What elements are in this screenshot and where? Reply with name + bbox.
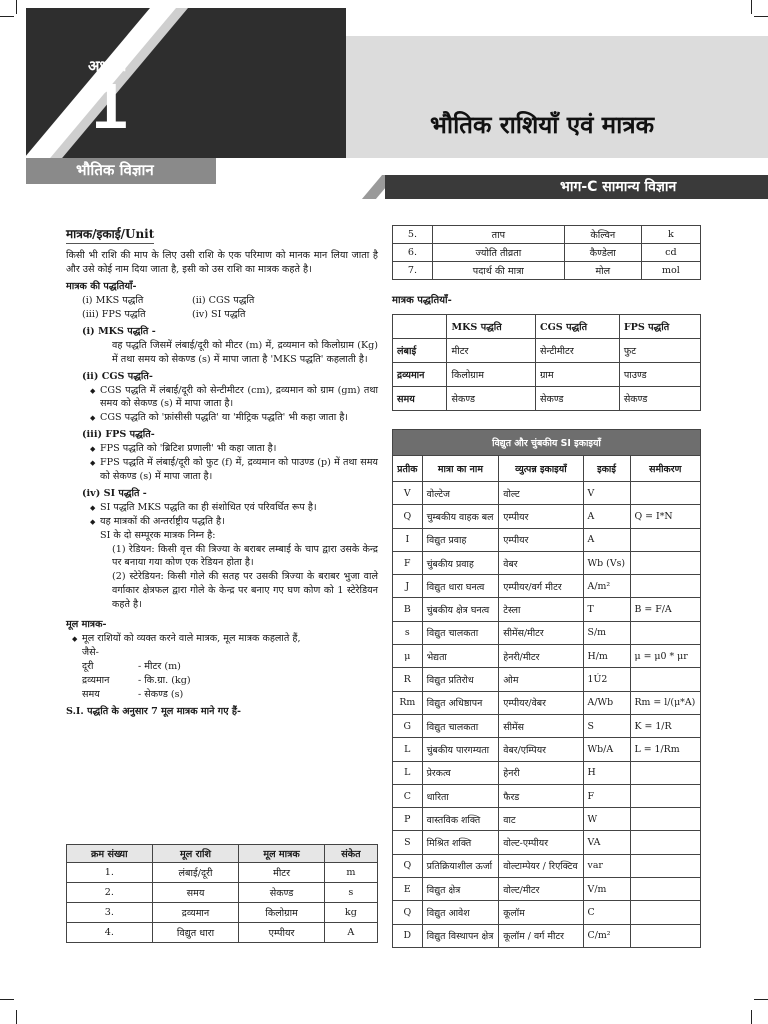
cgs-bullet: ◆ CGS पद्धति में लंबाई/दूरी को सेन्टीमीटर (cm), द्रव्यमान को ग्राम (gm) तथा समय को सेकण्ड (s) में मापा जाता है। [66, 384, 378, 412]
systems-row [66, 294, 378, 308]
table-cell [630, 621, 701, 644]
table-row [393, 528, 701, 551]
table-cell: सीमेंस/मीटर [499, 621, 583, 644]
table-cell: वाट [499, 808, 583, 831]
table-row [67, 883, 378, 903]
table-cell: मिश्रित शक्ति [422, 831, 499, 854]
chapter-label: अध्याय [88, 57, 127, 75]
systems-table-heading: मात्रक पद्धतियाँ- [392, 295, 452, 306]
crop-mark [754, 16, 768, 17]
cgs-bullet: ◆ CGS पद्धति को 'फ्रांसीसी पद्धति' या 'मीट्रिक पद्धति' भी कहा जाता है। [66, 411, 378, 425]
table-cell: सीमेंस [499, 714, 583, 737]
table-cell: मोल [564, 262, 641, 280]
si-bullet: ◆ यह मात्रकों की अन्तर्राष्ट्रीय पद्धति है। [66, 515, 378, 529]
table-row [393, 691, 701, 714]
table-row [393, 831, 701, 854]
table-cell: मीटर [447, 339, 536, 363]
table-cell: S/m [583, 621, 630, 644]
table-cell: C/m² [583, 924, 630, 947]
table-cell: वोल्ट/मीटर [499, 878, 583, 901]
table-row [393, 575, 701, 598]
table-row [393, 761, 701, 784]
table-cell: विद्युत चालकता [422, 621, 499, 644]
table-cell: सेन्टीमीटर [535, 339, 619, 363]
section-heading: मात्रक/इकाई/Unit [66, 226, 154, 244]
table-cell: पदार्थ की मात्रा [432, 262, 564, 280]
part-label: भाग-C सामान्य विज्ञान [560, 179, 677, 195]
crop-mark [751, 1010, 752, 1024]
table-cell: ग्राम [535, 363, 619, 387]
systems-heading: मात्रक की पद्धतियाँ- [66, 281, 137, 293]
crop-mark [0, 16, 14, 17]
table-cell: L = 1/Rm [630, 738, 701, 761]
table-cell: किलोग्राम [447, 363, 536, 387]
table-cell [630, 924, 701, 947]
table-cell: प्रतिक्रियाशील ऊर्जा [422, 854, 499, 877]
si-heading: (iv) SI पद्धति - [82, 487, 147, 499]
table-row [393, 262, 701, 280]
example-unit: - सेकण्ड (s) [138, 688, 184, 700]
table-cell [630, 831, 701, 854]
table-cell: चुम्बकीय वाहक बल [422, 505, 499, 528]
system-item: (iv) SI पद्धति [192, 309, 246, 321]
table-cell: V/m [583, 878, 630, 901]
table-cell: L [393, 761, 423, 784]
table-row [393, 924, 701, 947]
table-cell: चुंबकीय प्रवाह [422, 551, 499, 574]
table-cell: एम्पीयर [499, 505, 583, 528]
fps-bullet: ◆ FPS पद्धति में लंबाई/दूरी को फुट (f) में, द्रव्यमान को पाउण्ड (p) में तथा समय को सेकण्ड (s) में मापा जाता है। [66, 456, 378, 484]
table-row [393, 808, 701, 831]
table-header: समीकरण [630, 456, 701, 482]
table-cell: Q [393, 505, 423, 528]
table-caption: विद्युत और चुंबकीय SI इकाइयाँ [393, 430, 701, 456]
table-cell [630, 575, 701, 598]
table-cell: Wb (Vs) [583, 551, 630, 574]
table-cell: V [393, 482, 423, 505]
table-cell: P [393, 808, 423, 831]
table-cell: 4. [67, 923, 153, 943]
table-cell: एम्पीयर/वर्ग मीटर [499, 575, 583, 598]
table-cell: B [393, 598, 423, 621]
base-units-heading: मूल मात्रक- [66, 619, 107, 631]
table-header: मात्रा का नाम [422, 456, 499, 482]
mks-heading: (i) MKS पद्धति - [82, 325, 156, 337]
table-row [67, 863, 378, 883]
table-cell: ताप [432, 226, 564, 244]
example-row [66, 674, 378, 688]
table-caption-row [393, 430, 701, 456]
table-cell: V [583, 482, 630, 505]
table-cell: वोल्टाम्पेयर / रिएक्टिव [499, 854, 583, 877]
table-cell: C [393, 784, 423, 807]
table-cell: विद्युत विस्थापन क्षेत्र [422, 924, 499, 947]
table-cell: G [393, 714, 423, 737]
table-cell: T [583, 598, 630, 621]
table-cell: 1Ú2 [583, 668, 630, 691]
table-cell: वोल्ट [499, 482, 583, 505]
table-cell: विद्युत धारा [152, 923, 239, 943]
table-cell: 6. [393, 244, 433, 262]
table-cell: Wb/A [583, 738, 630, 761]
crop-mark [16, 0, 17, 14]
table-cell: वेबर [499, 551, 583, 574]
table-cell: S [583, 714, 630, 737]
table-cell: मीटर [239, 863, 324, 883]
table-cell: Q = I*N [630, 505, 701, 528]
table-row [393, 244, 701, 262]
table-cell [630, 668, 701, 691]
table-cell: Q [393, 901, 423, 924]
table-cell: टेस्ला [499, 598, 583, 621]
table-row [393, 668, 701, 691]
table-cell: A [583, 505, 630, 528]
system-item: (ii) CGS पद्धति [192, 295, 255, 307]
table-cell: विद्युत प्रतिरोध [422, 668, 499, 691]
table-cell: F [393, 551, 423, 574]
table-header: व्युत्पन्न इकाइयाँ [499, 456, 583, 482]
table-row [393, 714, 701, 737]
table-cell: A/Wb [583, 691, 630, 714]
table-cell: k [641, 226, 700, 244]
table-cell: चुंबकीय पारगम्यता [422, 738, 499, 761]
examples-label: जैसे- [82, 646, 99, 658]
example-quantity: समय [82, 688, 100, 700]
table-cell: C [583, 901, 630, 924]
si-table-body [393, 482, 701, 948]
mks-text: वह पद्धति जिसमें लंबाई/दूरी को मीटर (m) में, द्रव्यमान को किलोग्राम (Kg) में तथा समय को सेकण्ड (s) में मापा जाता है 'MKS पद्धति' कहलाती है। [112, 339, 378, 365]
table-row [393, 482, 701, 505]
table-row [393, 738, 701, 761]
table-cell: द्रव्यमान [393, 363, 447, 387]
table-cell: वोल्टेज [422, 482, 499, 505]
table-cell [630, 784, 701, 807]
table-cell: Rm [393, 691, 423, 714]
crop-mark [751, 0, 752, 14]
table-cell: 3. [67, 903, 153, 923]
table-cell [630, 878, 701, 901]
table-cell: विद्युत अधिष्ठापन [422, 691, 499, 714]
table-cell: लंबाई/दूरी [152, 863, 239, 883]
table-cell: S [393, 831, 423, 854]
base-units-table-continued [392, 225, 701, 280]
table-cell: E [393, 878, 423, 901]
table-cell: W [583, 808, 630, 831]
table-header-row [393, 456, 701, 482]
si7-heading: S.I. पद्धति के अनुसार 7 मूल मात्रक माने गए हैं- [66, 706, 241, 718]
example-row [66, 688, 378, 702]
table-cell: चुंबकीय क्षेत्र घनत्व [422, 598, 499, 621]
table-row [393, 901, 701, 924]
table-cell: kg [324, 903, 377, 923]
table-cell: विद्युत प्रवाह [422, 528, 499, 551]
left-column [66, 226, 378, 719]
table-row [393, 339, 701, 363]
table-header-row [393, 315, 701, 339]
table-cell: VA [583, 831, 630, 854]
si-bullet: ◆ SI पद्धति MKS पद्धति का ही संशोधित एवं परिवर्धित रूप है। [66, 501, 378, 515]
table-header: प्रतीक [393, 456, 423, 482]
table-cell: प्रेरकत्व [422, 761, 499, 784]
table-cell: समय [393, 387, 447, 411]
table-cell: m [324, 863, 377, 883]
fps-heading: (iii) FPS पद्धति- [82, 429, 155, 441]
table-cell: Rm = l/(μ*A) [630, 691, 701, 714]
table-cell: Q [393, 854, 423, 877]
crop-mark [16, 1010, 17, 1024]
table-cell: कैण्डेला [564, 244, 641, 262]
table-cell: A [324, 923, 377, 943]
table-row [67, 923, 378, 943]
table-row [67, 903, 378, 923]
table-header: CGS पद्धति [535, 315, 619, 339]
table-cell: mol [641, 262, 700, 280]
table-cell: वेबर/एम्पियर [499, 738, 583, 761]
table-row [393, 551, 701, 574]
table-cell: विद्युत क्षेत्र [422, 878, 499, 901]
table-cell: R [393, 668, 423, 691]
table-row [393, 226, 701, 244]
table-cell [630, 528, 701, 551]
table-header-row [67, 845, 378, 863]
table-cell [630, 808, 701, 831]
table-cell: μ = μ0 * μr [630, 645, 701, 668]
table-row [393, 505, 701, 528]
table-cell: var [583, 854, 630, 877]
table-cell: H [583, 761, 630, 784]
cgs-heading: (ii) CGS पद्धति- [82, 370, 153, 382]
chapter-number: 1 [92, 70, 128, 142]
radian-definition: (1) रेडियन: किसी वृत्त की त्रिज्या के बराबर लम्बाई के चाप द्वारा उसके केन्द्र पर बनाया गया कोण एक रेडियन होता है। [112, 543, 378, 569]
table-cell [630, 761, 701, 784]
table-cell: s [393, 621, 423, 644]
table-row [393, 878, 701, 901]
table-row [393, 387, 701, 411]
table-cell: फैरड [499, 784, 583, 807]
table-cell: फुट [619, 339, 700, 363]
table-cell: धारिता [422, 784, 499, 807]
table-cell: s [324, 883, 377, 903]
base-units-bullet: ◆ मूल राशियों को व्यक्त करने वाले मात्रक, मूल मात्रक कहलाते हैं, [66, 632, 378, 646]
example-unit: - कि.ग्रा. (kg) [138, 674, 191, 686]
table-cell: सेकण्ड [239, 883, 324, 903]
table-header: मूल मात्रक [239, 845, 324, 863]
table-row [393, 854, 701, 877]
table-cell: 2. [67, 883, 153, 903]
table-cell: K = 1/R [630, 714, 701, 737]
intro-text: किसी भी राशि की माप के लिए उसी राशि के एक परिमाण को मानक मान लिया जाता है और उसे कोई नाम दिया जाता है, इसी को उस राशि का मात्रक कहते है। [66, 250, 378, 276]
subject-label: भौतिक विज्ञान [76, 161, 154, 179]
table-cell: लंबाई [393, 339, 447, 363]
unit-systems-table [392, 314, 701, 411]
table-header: क्रम संख्या [67, 845, 153, 863]
table-cell: μ [393, 645, 423, 668]
table-cell: किलोग्राम [239, 903, 324, 923]
system-item: (iii) FPS पद्धति [82, 309, 146, 321]
table-cell [630, 482, 701, 505]
table-cell: A [583, 528, 630, 551]
crop-mark [0, 999, 14, 1000]
steradian-definition: (2) स्टेरेडियन: किसी गोले की सतह पर उसकी त्रिज्या के बराबर भुजा वाले वर्गाकार क्षेत्रफल द्वारा गोले के केन्द्र पर बनाए गए घण कोण को 1 स्टेरेडियन कहते है। [112, 571, 378, 611]
table-cell: हेनरी [499, 761, 583, 784]
table-cell [630, 901, 701, 924]
table-cell: हेनरी/मीटर [499, 645, 583, 668]
page-title: भौतिक राशियाँ एवं मात्रक [430, 111, 655, 139]
table-cell: केल्विन [564, 226, 641, 244]
fps-bullet: ◆ FPS पद्धति को 'ब्रिटिश प्रणाली' भी कहा जाता है। [66, 442, 378, 456]
example-row [66, 660, 378, 674]
table-cell: 5. [393, 226, 433, 244]
table-header: संकेत [324, 845, 377, 863]
table-cell: H/m [583, 645, 630, 668]
example-quantity: द्रव्यमान [82, 674, 110, 686]
table-cell: 7. [393, 262, 433, 280]
table-cell [630, 854, 701, 877]
table-row [393, 598, 701, 621]
table-cell: विद्युत आवेश [422, 901, 499, 924]
table-cell: ओम [499, 668, 583, 691]
table-cell: समय [152, 883, 239, 903]
si-units-table [392, 429, 701, 948]
table-cell: एम्पीयर [239, 923, 324, 943]
table-cell: एम्पीयर/वेबर [499, 691, 583, 714]
example-quantity: दूरी [82, 660, 94, 672]
table-cell: L [393, 738, 423, 761]
crop-mark [754, 999, 768, 1000]
table-cell: एम्पीयर [499, 528, 583, 551]
table-cell: भेद्यता [422, 645, 499, 668]
table-cell: F [583, 784, 630, 807]
table-cell: विद्युत धारा घनत्व [422, 575, 499, 598]
table-header [393, 315, 447, 339]
table-cell: कूलॉम / वर्ग मीटर [499, 924, 583, 947]
table-cell: cd [641, 244, 700, 262]
table-cell: I [393, 528, 423, 551]
table-cell: A/m² [583, 575, 630, 598]
base-units-table [66, 844, 378, 943]
table-cell: J [393, 575, 423, 598]
table-cell: ज्योति तीव्रता [432, 244, 564, 262]
table-header: इकाई [583, 456, 630, 482]
table-header: MKS पद्धति [447, 315, 536, 339]
table-cell: सेकण्ड [447, 387, 536, 411]
table-header: मूल राशि [152, 845, 239, 863]
table-row [393, 784, 701, 807]
table-cell: विद्युत चालकता [422, 714, 499, 737]
table-cell: पाउण्ड [619, 363, 700, 387]
table-row [393, 645, 701, 668]
table-cell: वोल्ट-एम्पीयर [499, 831, 583, 854]
table-cell: सेकण्ड [619, 387, 700, 411]
table-cell: द्रव्यमान [152, 903, 239, 923]
systems-row [66, 308, 378, 322]
table-row [393, 363, 701, 387]
table-cell: कूलॉम [499, 901, 583, 924]
table-cell: सेकण्ड [535, 387, 619, 411]
si-supplementary-heading: SI के दो सम्पूरक मात्रक निम्न है: [100, 529, 216, 541]
table-cell [630, 551, 701, 574]
table-cell: वास्तविक शक्ति [422, 808, 499, 831]
table-cell: 1. [67, 863, 153, 883]
table-cell: D [393, 924, 423, 947]
system-item: (i) MKS पद्धति [82, 295, 144, 307]
table-row [393, 621, 701, 644]
example-unit: - मीटर (m) [138, 660, 181, 672]
table-header: FPS पद्धति [619, 315, 700, 339]
table-cell: B = F/A [630, 598, 701, 621]
